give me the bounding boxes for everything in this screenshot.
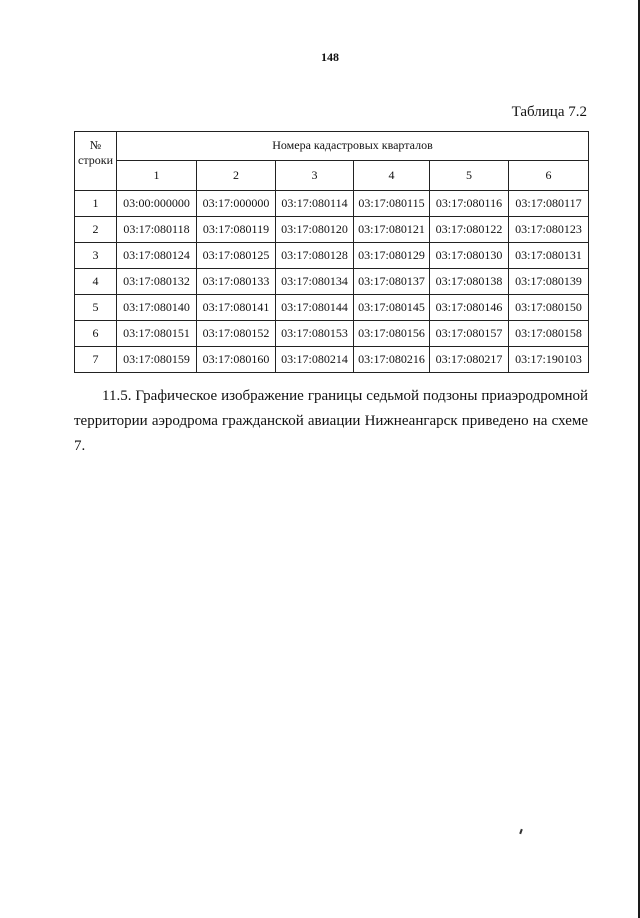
table-cell: 03:17:080118 <box>117 217 197 243</box>
table-cell: 03:17:080158 <box>509 321 589 347</box>
table-cell: 03:17:080128 <box>276 243 354 269</box>
table-cell: 03:17:080123 <box>509 217 589 243</box>
table-cell: 03:17:080146 <box>430 295 509 321</box>
table-cell: 03:17:080214 <box>276 347 354 373</box>
body-paragraph: 11.5. Графическое изображение границы седьмой подзоны приаэродромной территории аэродрома гражданской авиации Нижнеангарск приведено на схеме 7. <box>74 388 588 454</box>
table-cell: 03:17:080145 <box>354 295 430 321</box>
row-number-cell: 7 <box>75 347 117 373</box>
table-row <box>75 217 589 243</box>
table-cell: 03:17:080140 <box>117 295 197 321</box>
table-cell: 03:17:000000 <box>197 191 276 217</box>
table-cell: 03:17:080125 <box>197 243 276 269</box>
table-row <box>75 243 589 269</box>
row-number-header-label: строки <box>78 153 113 167</box>
table-cell: 03:17:080141 <box>197 295 276 321</box>
row-number-cell: 5 <box>75 295 117 321</box>
table-cell: 03:17:080152 <box>197 321 276 347</box>
column-header: 2 <box>197 160 276 190</box>
table-cell: 03:17:080134 <box>276 269 354 295</box>
table-cell: 03:17:080150 <box>509 295 589 321</box>
column-header: 4 <box>354 160 430 190</box>
scan-artifact-mark <box>519 829 523 834</box>
table-cell: 03:17:080119 <box>197 217 276 243</box>
table-cell: 03:17:080139 <box>509 269 589 295</box>
table-cell: 03:17:080131 <box>509 243 589 269</box>
column-header: 5 <box>430 160 509 190</box>
table-row <box>75 269 589 295</box>
page-number: 148 <box>321 50 339 64</box>
table-cell: 03:17:080157 <box>430 321 509 347</box>
column-header: 6 <box>509 160 589 190</box>
table-cell: 03:17:080129 <box>354 243 430 269</box>
table-cell: 03:17:080153 <box>276 321 354 347</box>
table-cell: 03:17:080120 <box>276 217 354 243</box>
table-cell: 03:17:080159 <box>117 347 197 373</box>
row-number-cell: 1 <box>75 191 117 217</box>
table-cell: 03:17:080217 <box>430 347 509 373</box>
table-cell: 03:17:080160 <box>197 347 276 373</box>
table-cell: 03:17:080121 <box>354 217 430 243</box>
row-number-cell: 3 <box>75 243 117 269</box>
table-row <box>75 347 589 373</box>
table-row <box>75 295 589 321</box>
table-cell: 03:17:080122 <box>430 217 509 243</box>
table-cell: 03:17:080138 <box>430 269 509 295</box>
table-cell: 03:17:080156 <box>354 321 430 347</box>
table-row <box>75 191 589 217</box>
row-number-cell: 2 <box>75 217 117 243</box>
column-header: 1 <box>117 160 197 190</box>
table-cell: 03:17:080114 <box>276 191 354 217</box>
column-header: 3 <box>276 160 354 190</box>
table-cell: 03:17:080133 <box>197 269 276 295</box>
table-cell: 03:17:080116 <box>430 191 509 217</box>
table-cell: 03:00:000000 <box>117 191 197 217</box>
row-number-cell: 4 <box>75 269 117 295</box>
row-number-header-symbol: № <box>89 138 102 152</box>
row-number-cell: 6 <box>75 321 117 347</box>
group-header: Номера кадастровых кварталов <box>117 132 589 161</box>
table-cell: 03:17:080216 <box>354 347 430 373</box>
table-cell: 03:17:080115 <box>354 191 430 217</box>
table-cell: 03:17:080151 <box>117 321 197 347</box>
table-cell: 03:17:080132 <box>117 269 197 295</box>
table-row <box>75 321 589 347</box>
table-cell: 03:17:080124 <box>117 243 197 269</box>
table-cell: 03:17:080130 <box>430 243 509 269</box>
table-cell: 03:17:190103 <box>509 347 589 373</box>
table-cell: 03:17:080137 <box>354 269 430 295</box>
table-cell: 03:17:080117 <box>509 191 589 217</box>
table-caption: Таблица 7.2 <box>511 104 587 120</box>
table-cell: 03:17:080144 <box>276 295 354 321</box>
cadastral-quarters-table <box>74 131 589 373</box>
row-number-header <box>75 132 117 191</box>
